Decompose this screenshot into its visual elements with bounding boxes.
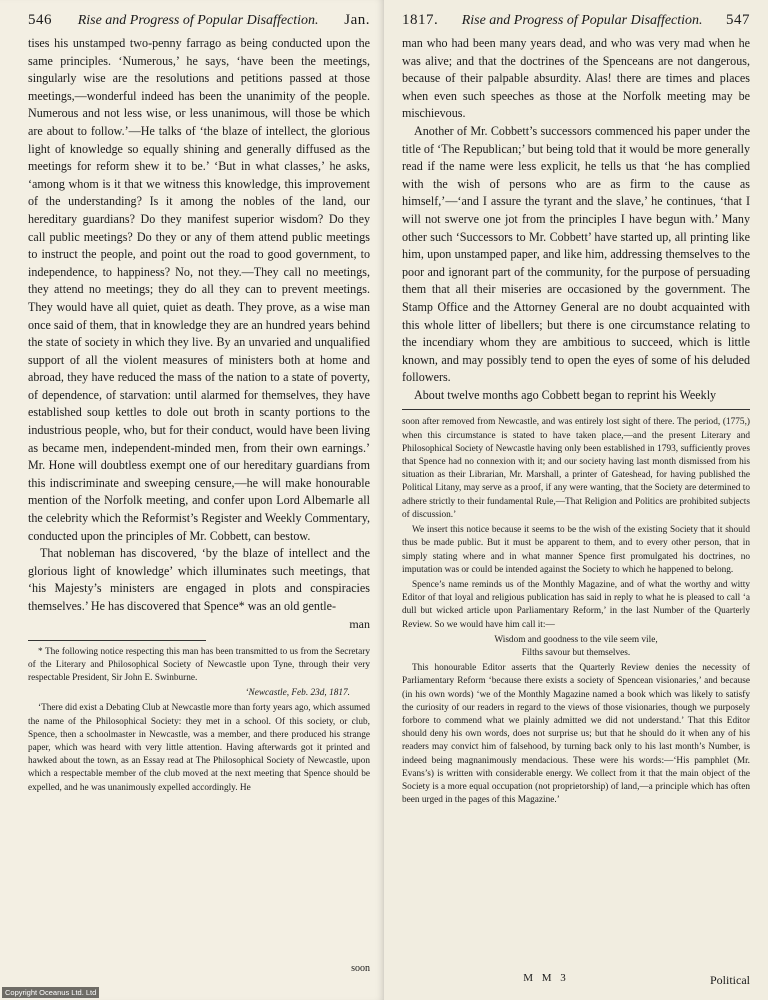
footnote-intro: * The following notice respecting this man has been transmitted to us from the Secretary of the Literary and Philosophical Society of Newcastle upon Tyne, through their very respectable President, Sir John E. Swinburne.: [28, 646, 370, 683]
right-paragraph-2: Another of Mr. Cobbett’s successors commenced his paper under the title of ‘The Republican;’ but being told that it would be more generally read if the name were less explicit, he tells us that ‘he has complied with the wish of persons who are as firm to the cause as himself,’—‘and I assure the tyrant and the slave,’ he continues, ‘that I will not swerve one jot from the principles I have begun with.’ Many other such ‘Successors to Mr. Cobbett’ have started up, all printing like him, upon unstamped paper, and like him, addressing themselves to the poor and ignorant part of the community, for the purpose of persuading them that all their miseries are occasioned by the government. The Stamp Office and the Attorney General are no doubt acquainted with this whole litter of libellers; but there is one circumstance relating to the incendiary whom they are ambitious to succeed, which is little known, and may possibly tend to open the eyes of some of his deluded followers.: [402, 123, 750, 385]
right-main-text: [402, 35, 750, 404]
footnote-2: We insert this notice because it seems to be the wish of the existing Society that it should thus be made public. But it must be apparent to them, and to every other person, that in simply stating where and in what manner Spence first promulgated his doctrines, no imputation was or could be intended against the Society to which he happened to belong.: [402, 525, 750, 575]
left-running-head: [28, 12, 370, 29]
right-paragraph-3: About twelve months ago Cobbett began to reprint his Weekly: [414, 387, 717, 402]
left-footnotes: [28, 646, 370, 795]
right-footnote-rule: [402, 409, 750, 410]
right-page-number: 547: [726, 12, 750, 28]
right-running-head: [402, 12, 750, 29]
left-main-text: [28, 35, 370, 616]
left-paragraph-1: tises his unstamped two-penny farrago as being conducted upon the same principles. ‘Numerous,’ he says, ‘have been the meetings, singularly wise are the resolutions and petitions passed at those meetings,—wonderful indeed has been the unanimity of the people. Numerous and not less wise, or less unanimous, will those be which are about to follow.’—He talks of ‘the blaze of intellect, the glorious light of knowledge so equally shining and generally diffused as the meetings for reform shew it to be.’ ‘But in what classes,’ he asks, ‘among whom is it that we witness this knowledge, this improvement of the understanding? Is it among the nobles of the land, our hereditary guardians? Do they manifest superior wisdom? Do they call public meetings? Do they or any of them attend public meetings to instruct the people, and point out the road to good government, to independence, to happiness? No, not they.—They call no meetings, they attend no meetings; they do all they can to prevent meetings. They would have all quiet, quiet as death. They prove, as a wise man once said of them, that in knowledge they are an hundred years behind the state of society in which they live. By an unvaried and unqualified support of all the violent measures of ministers both at home and abroad, they have reduced the mass of the nation to a state of poverty, of dependence, of starvation: until alarmed for themselves, they have established soup kettles to dole out broth in scanty portions to the industrious people, who, but for their conduct, would have been living as became men, independent-minded men, from their own earnings.’ Mr. Hone will doubtless exempt one of our hereditary guardians from this indiscriminate and sweeping censure,—he will make honourable mention of the Norfolk meeting, and confer upon Lord Albemarle all the celebrity which the Reformist’s Register and Weekly Commentary, conducted upon the principles of Mr. Cobbett, can bestow.: [28, 36, 370, 543]
left-footnote-catchword: soon: [351, 963, 370, 974]
footnote-body: ‘There did exist a Debating Club at Newcastle more than forty years ago, which assumed the name of the Philosophical Society: they met in a school. Of this society, or club, Spence, then a schoolmaster in Newcastle, was a member, and there produced his strange paper, which was heard with very little attention. Having afterwards got it printed and hawked about the town, as an Essay read at The Philosophical Society of Newcastle, upon which a respectable member of the club moved at the next meeting that Spence should be expelled, and he was unanimously expelled accordingly. He: [28, 703, 370, 793]
left-catchword: man: [349, 616, 370, 631]
copyright-watermark: Copyright Oceanus Ltd. Ltd: [2, 987, 99, 998]
verse-line-1: Wisdom and goodness to the vile seem vile,: [494, 634, 658, 645]
right-running-title: Rise and Progress of Popular Disaffection.: [461, 13, 703, 28]
footnote-dateline: ‘Newcastle, Feb. 23d, 1817.: [245, 688, 350, 699]
right-catchword: Political: [710, 973, 750, 987]
left-running-title: Rise and Progress of Popular Disaffection.: [77, 13, 319, 28]
left-paragraph-2: That nobleman has discovered, ‘by the blaze of intellect and the glorious light of knowledge’ which illuminates such meetings, that ‘his Majesty’s ministers are engaged in plots and conspiracies themselves.’ He has discovered that Spence* was an old gentle-: [28, 546, 370, 613]
footnote-3: Spence’s name reminds us of the Monthly Magazine, and of what the worthy and witty Editor of that loyal and religious publication has said in reply to what he is pleased to call ‘a dull but wicked article upon Parliamentary Reform,’ in the last Number of the Quarterly Review. So we would have him call it:—: [402, 579, 750, 630]
left-running-month: Jan.: [344, 12, 370, 28]
right-page: [384, 0, 768, 1000]
footnote-4: This honourable Editor asserts that the Quarterly Review denies the necessity of Parliamentary Reform ‘because there exists a society of Spencean visionaries,’ and because (in his own words) ‘we of the Monthly Magazine named a book which was likely to satisfy the curiosity of our readers in regard to the views of those visionaries, though we purposely forbore to commend what we plainly admitted we did not understand.’ That this Editor should deny his own words, does not surprise us; but that he should do it when any of his readers may convict him of falsehood, by turning back only to his last month’s Number, is indeed being magnanimously mendacious. These were his words:—‘His pamphlet (Mr. Evans’s) is written with considerable energy. We collect from it that the main object of the Society is a more equal occupation (not proprietorship) of land,—a principle which has often been urged in the pages of this Magazine.’: [402, 663, 750, 806]
verse-line-2: Filths savour but themselves.: [521, 647, 631, 658]
left-page-number: 546: [28, 12, 52, 28]
right-footnotes: [402, 416, 750, 807]
right-running-year: 1817.: [402, 12, 439, 28]
footnote-continued: soon after removed from Newcastle, and was entirely lost sight of there. The period, (1775,) when this circumstance is stated to have taken place,—and the present Literary and Philosophical Society of Newcastle having only been established in 1793, sufficiently proves that Spence had no connexion with it; and our society having last month dismissed from his situation as their Librarian, Mr. Marshall, a printer of Gateshead, for having published the Political Litany, may serve as a proof, if any were wanting, that the Society are determined to adhere strictly to their fundamental Rule,—That Religion and Politics are prohibited subjects of discussion.’: [402, 417, 750, 520]
signature-mark: M M 3: [523, 972, 569, 984]
right-paragraph-1: man who had been many years dead, and who was very mad when he was alive; and that the doctrines of the Spenceans are not dangerous, because of their palpable absurdity. Alas! there are times and places when even such speeches as those at the Norfolk meeting may be mischievous.: [402, 36, 750, 121]
verse-quote: [402, 634, 750, 660]
footnote-rule: [28, 640, 206, 641]
